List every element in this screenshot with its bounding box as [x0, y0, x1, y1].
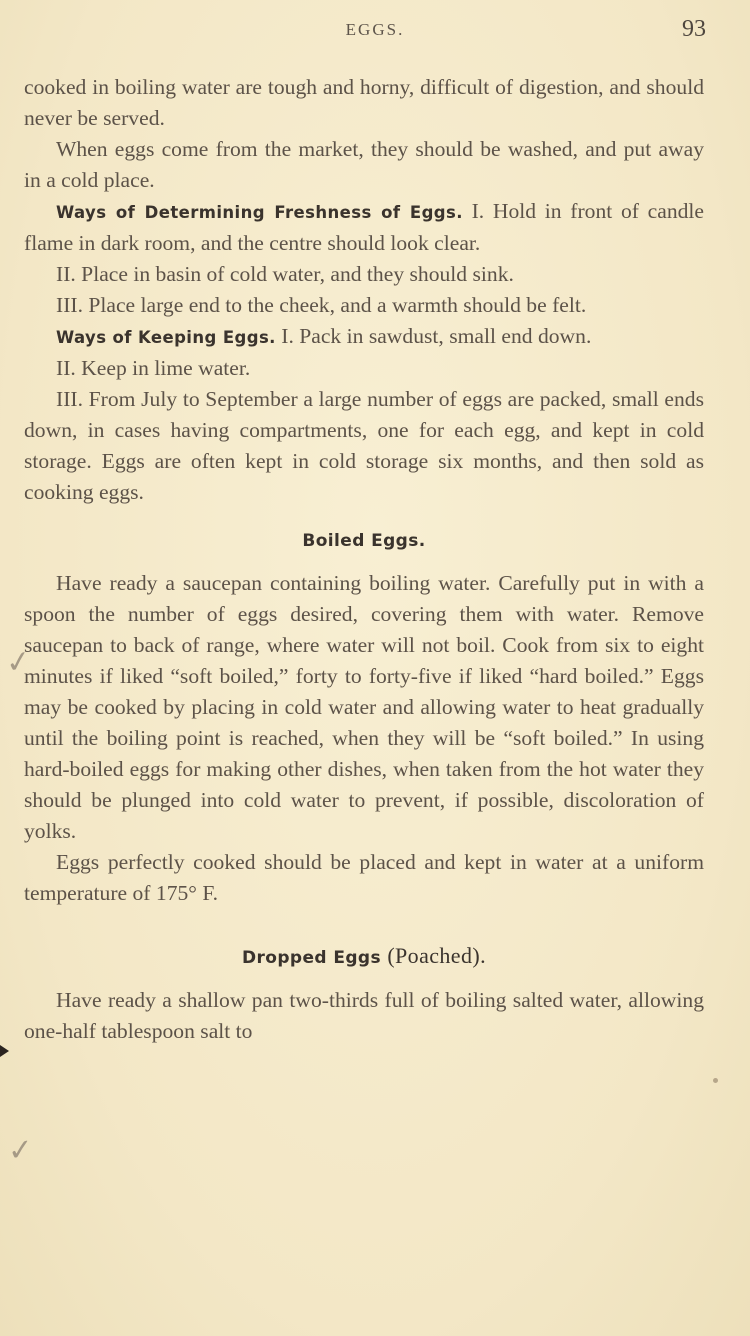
- page-number: 93: [682, 16, 706, 42]
- freshness-heading: Ways of Determining Freshness of Eggs.: [56, 203, 463, 222]
- recipe-title-boiled-eggs: Boiled Eggs.: [302, 531, 426, 551]
- paragraph: Eggs perfectly cooked should be placed and kept in water at a uniform temperature of 175° F.: [24, 850, 704, 905]
- pencil-check-mark-icon: ✓: [6, 1132, 35, 1169]
- recipe-title-dropped-eggs: [24, 943, 704, 971]
- keeping-paragraph: [24, 321, 704, 353]
- running-head: [0, 16, 750, 46]
- recipe-title-paren: (Poached).: [387, 943, 486, 968]
- page-body: [24, 72, 704, 1047]
- paragraph: Have ready a shallow pan two-thirds full of boiling salted water, allowing one-half tablespoon salt to: [24, 988, 704, 1043]
- keeping-item: I. Pack in sawdust, small end down.: [281, 324, 592, 348]
- pencil-check-mark-icon: ✓: [3, 643, 34, 682]
- ink-speck: [713, 1078, 718, 1083]
- recipe-title-text: Dropped Eggs: [241, 948, 381, 968]
- keeping-item: II. Keep in lime water.: [56, 356, 251, 380]
- paragraph: Have ready a saucepan containing boiling water. Carefully put in with a spoon the number of eggs desired, covering them with water. Remove saucepan to back of range, where water will not boil. Cook from six to eight minutes if liked “soft boiled,” forty to forty-five if liked “hard boiled.” Eggs may be cooked by placing in cold water and allowing water to heat gradually until the boiling point is reached, when they will be “soft boiled.” In using hard-boiled eggs for making other dishes, when taken from the hot water they should be plunged into cold water to prevent, if possible, discoloration of yolks.: [24, 571, 704, 843]
- margin-bullet-icon: [0, 1045, 9, 1057]
- keeping-item: III. From July to September a large number of eggs are packed, small ends down, in cases having compartments, one for each egg, and kept in cold storage. Eggs are often kept in cold storage six months, and then sold as cooking eggs.: [24, 387, 704, 504]
- paragraph: cooked in boiling water are tough and horny, difficult of digestion, and should never be served.: [24, 75, 704, 130]
- freshness-item: I. Hold in front of candle flame in dark room, and the centre should look clear.: [24, 199, 705, 255]
- spacer: [24, 909, 704, 943]
- freshness-paragraph: [24, 196, 704, 259]
- paragraph: When eggs come from the market, they should be washed, and put away in a cold place.: [24, 137, 704, 192]
- freshness-item: III. Place large end to the cheek, and a warmth should be felt.: [56, 293, 587, 317]
- running-title: EGGS.: [345, 20, 405, 39]
- freshness-item: II. Place in basin of cold water, and they should sink.: [56, 262, 514, 286]
- keeping-heading: Ways of Keeping Eggs.: [56, 328, 276, 347]
